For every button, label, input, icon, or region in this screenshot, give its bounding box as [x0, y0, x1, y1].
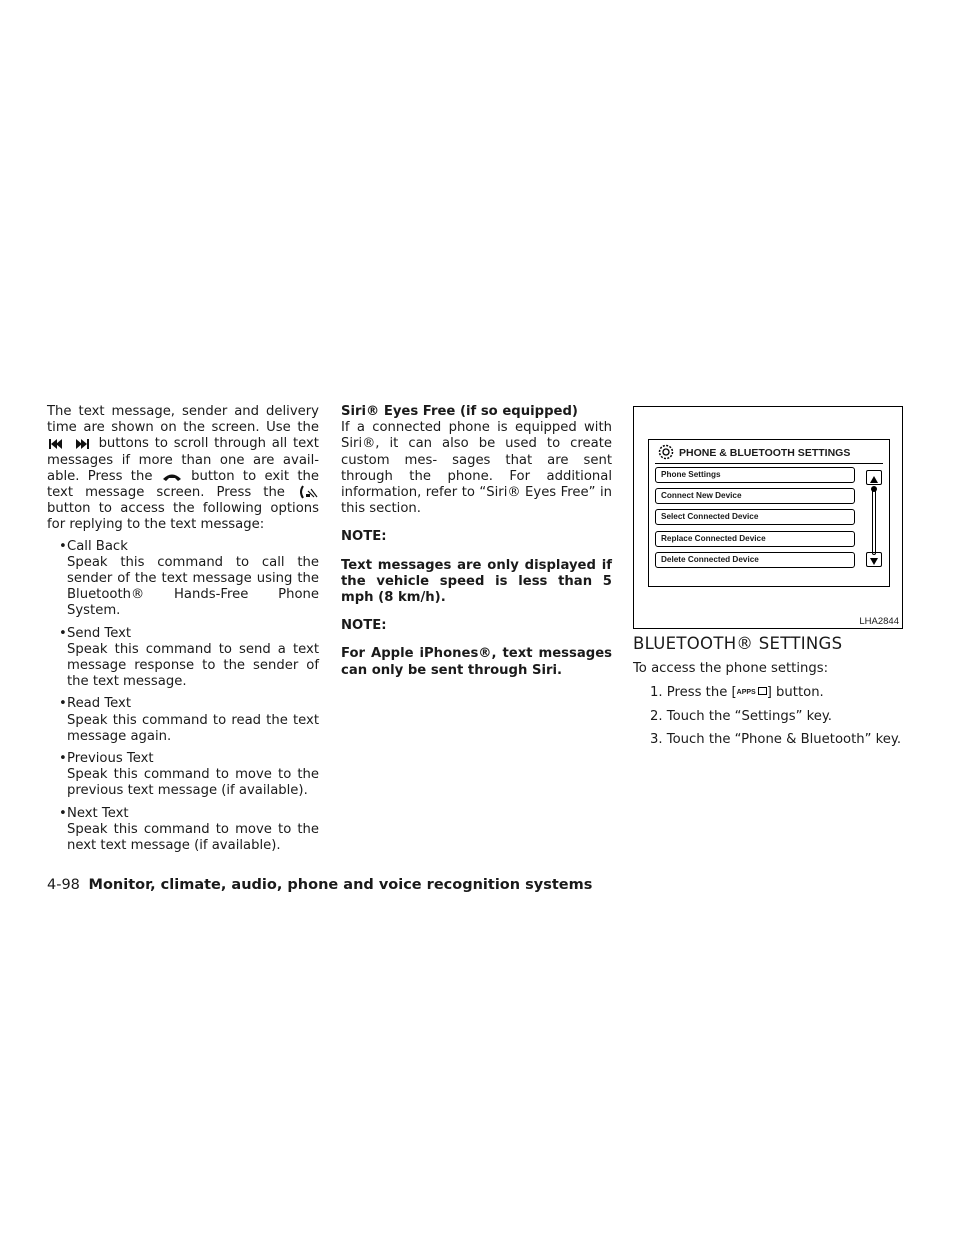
scrollbar-thumb[interactable] — [871, 486, 877, 492]
seek-forward-icon — [73, 438, 93, 450]
bullet: • — [59, 625, 67, 641]
column-2 — [341, 404, 612, 679]
menu-replace-connected-device[interactable]: Replace Connected Device — [655, 531, 855, 547]
scroll-down-button[interactable] — [866, 552, 882, 567]
list-item: • Send Text Speak this command to send a text message response to the sender of the text message. — [59, 625, 319, 690]
siri-heading: Siri® Eyes Free (if so equipped) — [341, 404, 578, 419]
list-item: • Read Text Speak this command to read the text message again. — [59, 696, 319, 744]
gear-icon — [658, 444, 674, 460]
step-item: 3. Touch the “Phone & Bluetooth” key. — [650, 732, 902, 747]
apps-key-icon: APPS — [737, 685, 767, 701]
reply-options-list — [47, 539, 319, 855]
screen-title: PHONE & BLUETOOTH SETTINGS — [679, 447, 851, 459]
note-text: Text messages are only displayed if the vehicle speed is less than 5 mph (8 km/h). — [341, 557, 612, 606]
note-label: NOTE: — [341, 529, 387, 545]
settings-screen-figure — [633, 406, 903, 629]
list-item: • Next Text Speak this command to move to the next text message (if available). — [59, 805, 319, 854]
menu-select-connected-device[interactable]: Select Connected Device — [655, 509, 855, 525]
chapter-title: Monitor, climate, audio, phone and voice recognition systems — [88, 877, 593, 893]
bullet: • — [59, 538, 67, 554]
note-label: NOTE: — [341, 618, 387, 634]
figure-label: LHA2844 — [859, 616, 899, 627]
page-footer — [47, 877, 592, 893]
step-item: 2. Touch the “Settings” key. — [650, 708, 832, 724]
intro-paragraph: The text message, sender and delivery time are shown on the screen. Use the buttons to scroll through all text messages if more than one are avail- able. Press the button to exit the text message screen. Press the button to access the following options for replying to the text message: — [47, 404, 319, 533]
page-number: 4-98 — [47, 877, 80, 893]
arrow-down-icon — [867, 555, 881, 568]
settings-screen — [648, 439, 890, 587]
list-item: • Call Back Speak this command to call the sender of the text message using the Bluetooth® Hands-Free Phone System. — [59, 538, 319, 619]
bullet: • — [59, 805, 67, 821]
menu-phone-settings[interactable]: Phone Settings — [655, 467, 855, 483]
menu-connect-new-device[interactable]: Connect New Device — [655, 488, 855, 504]
section-intro: To access the phone settings: — [633, 661, 829, 676]
title-divider — [655, 463, 883, 464]
phone-hangup-icon — [161, 471, 183, 483]
column-1 — [47, 404, 319, 860]
scrollbar-track[interactable] — [872, 489, 876, 555]
list-item: • Previous Text Speak this command to move to the previous text message (if available). — [59, 751, 319, 799]
seek-back-icon — [47, 438, 67, 450]
voice-recognition-icon — [297, 485, 319, 499]
note-text: For Apple iPhones®, text messages can only be sent through Siri. — [341, 646, 612, 678]
arrow-up-icon — [867, 473, 881, 486]
siri-paragraph: If a connected phone is equipped with Siri®, it can also be used to create custom mes- sages that are sent through the phone. For additional information, refer to “Siri® Eyes Free” in this section. — [341, 420, 612, 517]
scroll-up-button[interactable] — [866, 470, 882, 485]
bullet: • — [59, 751, 67, 767]
menu-delete-connected-device[interactable]: Delete Connected Device — [655, 552, 855, 568]
step-item: 1. Press the [APPS ] button. — [650, 685, 824, 700]
steps-list — [650, 685, 901, 756]
section-title: BLUETOOTH® SETTINGS — [633, 634, 843, 653]
bullet: • — [59, 696, 67, 712]
